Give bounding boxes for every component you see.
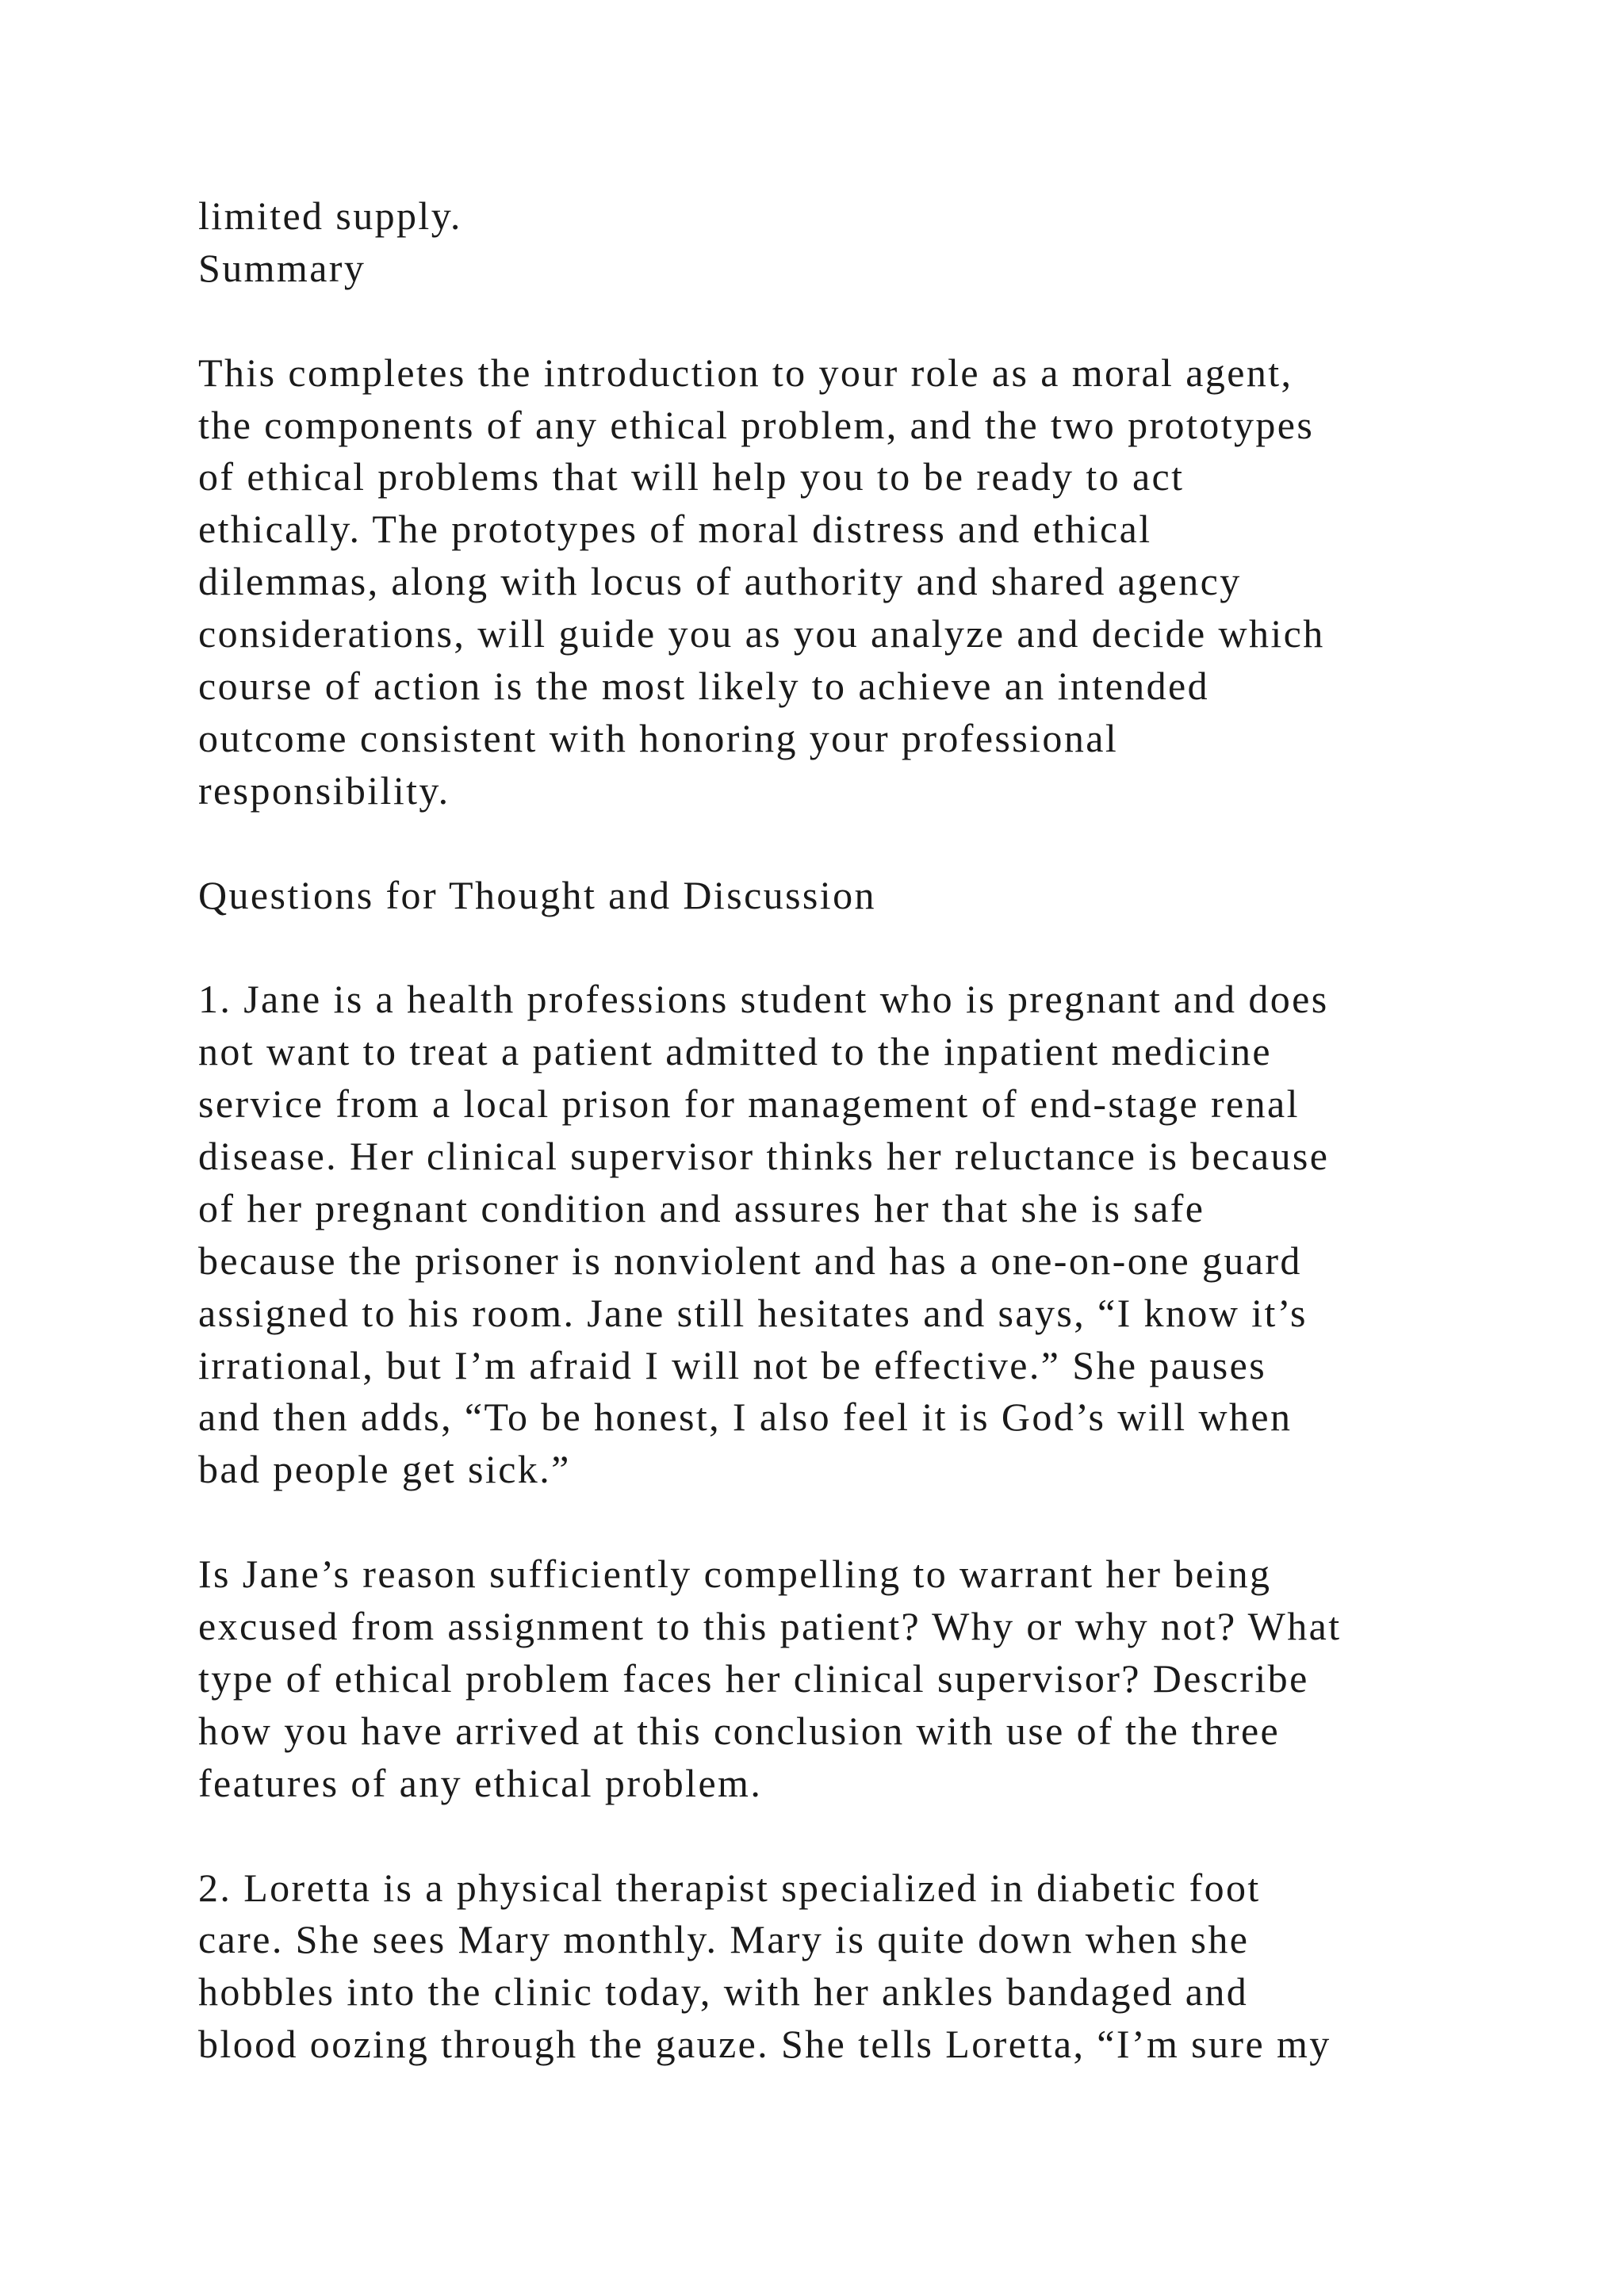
section-heading-summary: Summary [198,245,366,290]
body-text [198,190,1530,2071]
text-line: course of action is the most likely to achieve an intended [198,664,1209,709]
summary-paragraph [198,347,1530,817]
text-line: ethically. The prototypes of moral distress and ethical [198,507,1152,552]
text-line: responsibility. [198,767,450,813]
text-line: type of ethical problem faces her clinical supervisor? Describe [198,1655,1309,1701]
text-line: irrational, but I’m afraid I will not be effective.” She pauses [198,1342,1267,1387]
text-line: limited supply. [198,193,462,238]
text-line: of her pregnant condition and assures her that she is safe [198,1185,1205,1230]
questions-heading: Questions for Thought and Discussion [198,872,876,917]
text-line: of ethical problems that will help you to be ready to act [198,454,1185,499]
text-line: This completes the introduction to your role as a moral agent, [198,350,1293,395]
text-line: 2. Loretta is a physical therapist specialized in diabetic foot [198,1865,1261,1910]
text-line: dilemmas, along with locus of authority and shared agency [198,559,1242,604]
text-line: hobbles into the clinic today, with her ankles bandaged and [198,1969,1249,2015]
paragraph-gap [198,921,1530,974]
text-line: features of any ethical problem. [198,1760,763,1805]
text-line: how you have arrived at this conclusion with use of the three [198,1708,1281,1753]
question-2-paragraph [198,1862,1530,2072]
text-line: considerations, will guide you as you analyze and decide which [198,611,1325,656]
text-line: care. She sees Mary monthly. Mary is quite down when she [198,1917,1250,1962]
text-line: service from a local prison for management of end-stage renal [198,1081,1300,1127]
text-line: assigned to his room. Jane still hesitates and says, “I know it’s [198,1290,1308,1335]
text-line: excused from assignment to this patient? Why or why not? What [198,1604,1342,1649]
question-1-paragraph [198,974,1530,1496]
text-line: 1. Jane is a health professions student who is pregnant and does [198,977,1329,1022]
text-line: not want to treat a patient admitted to the inpatient medicine [198,1029,1272,1074]
text-line: the components of any ethical problem, and the two prototypes [198,402,1315,447]
text-line: outcome consistent with honoring your professional [198,715,1119,760]
text-line: disease. Her clinical supervisor thinks her reluctance is because [198,1134,1330,1179]
paragraph-gap [198,1810,1530,1862]
text-line: blood oozing through the gauze. She tells Loretta, “I’m sure my [198,2022,1331,2067]
text-line: and then adds, “To be honest, I also feel it is God’s will when [198,1395,1293,1440]
paragraph-gap [198,1496,1530,1548]
paragraph-gap [198,295,1530,347]
question-1-prompt-paragraph [198,1548,1530,1809]
paragraph-gap [198,817,1530,870]
text-line: Is Jane’s reason sufficiently compelling to warrant her being [198,1552,1272,1597]
text-line: because the prisoner is nonviolent and has a one-on-one guard [198,1238,1302,1283]
text-line: bad people get sick.” [198,1447,571,1492]
